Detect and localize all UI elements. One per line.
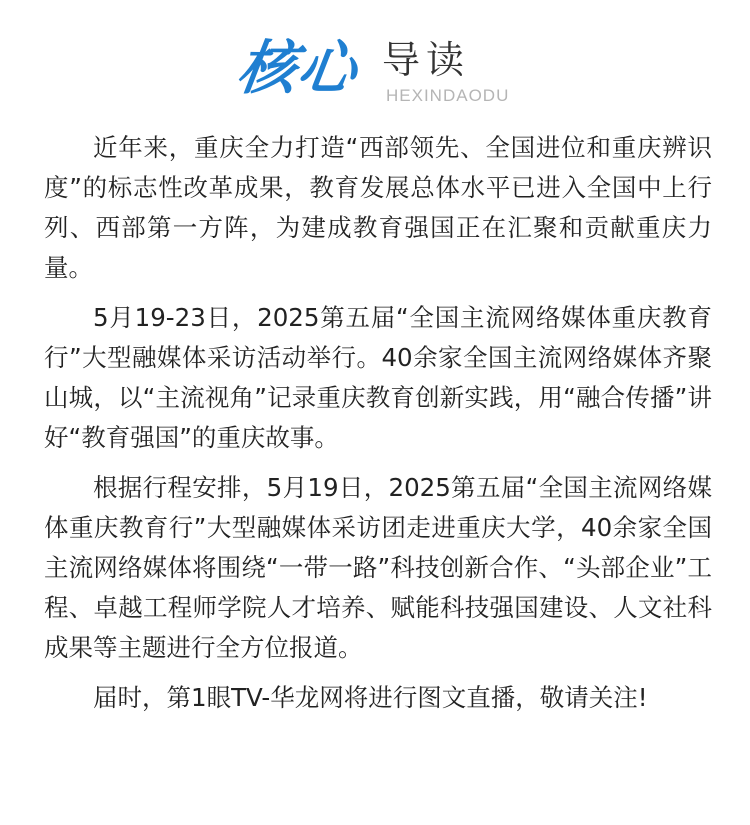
paragraph-livestream: 届时，第1眼TV-华龙网将进行图文直播，敬请关注! (93, 683, 648, 712)
header-calligraphy: 核心 (233, 34, 363, 102)
article-body (44, 128, 712, 728)
paragraph-event: 5月19-23日，2025第五届“全国主流网络媒体重庆教育行”大型融媒体采访活动举行。40余家全国主流网络媒体齐聚山城，以“主流视角”记录重庆教育创新实践，用“融合传播”讲好“教育强国”的重庆故事。 (44, 303, 712, 452)
header-title: 导读 (382, 38, 471, 82)
paragraph-schedule: 根据行程安排，5月19日，2025第五届“全国主流网络媒体重庆教育行”大型融媒体采访团走进重庆大学，40余家全国主流网络媒体将围绕“一带一路”科技创新合作、“头部企业”工程、卓越工程师学院人才培养、赋能科技强国建设、人文社科成果等主题进行全方位报道。 (44, 473, 712, 662)
section-header (0, 30, 750, 110)
header-subtitle: HEXINDAODU (386, 86, 510, 105)
paragraph-intro: 近年来，重庆全力打造“西部领先、全国进位和重庆辨识度”的标志性改革成果，教育发展总体水平已进入全国中上行列、西部第一方阵，为建成教育强国正在汇聚和贡献重庆力量。 (44, 133, 712, 282)
